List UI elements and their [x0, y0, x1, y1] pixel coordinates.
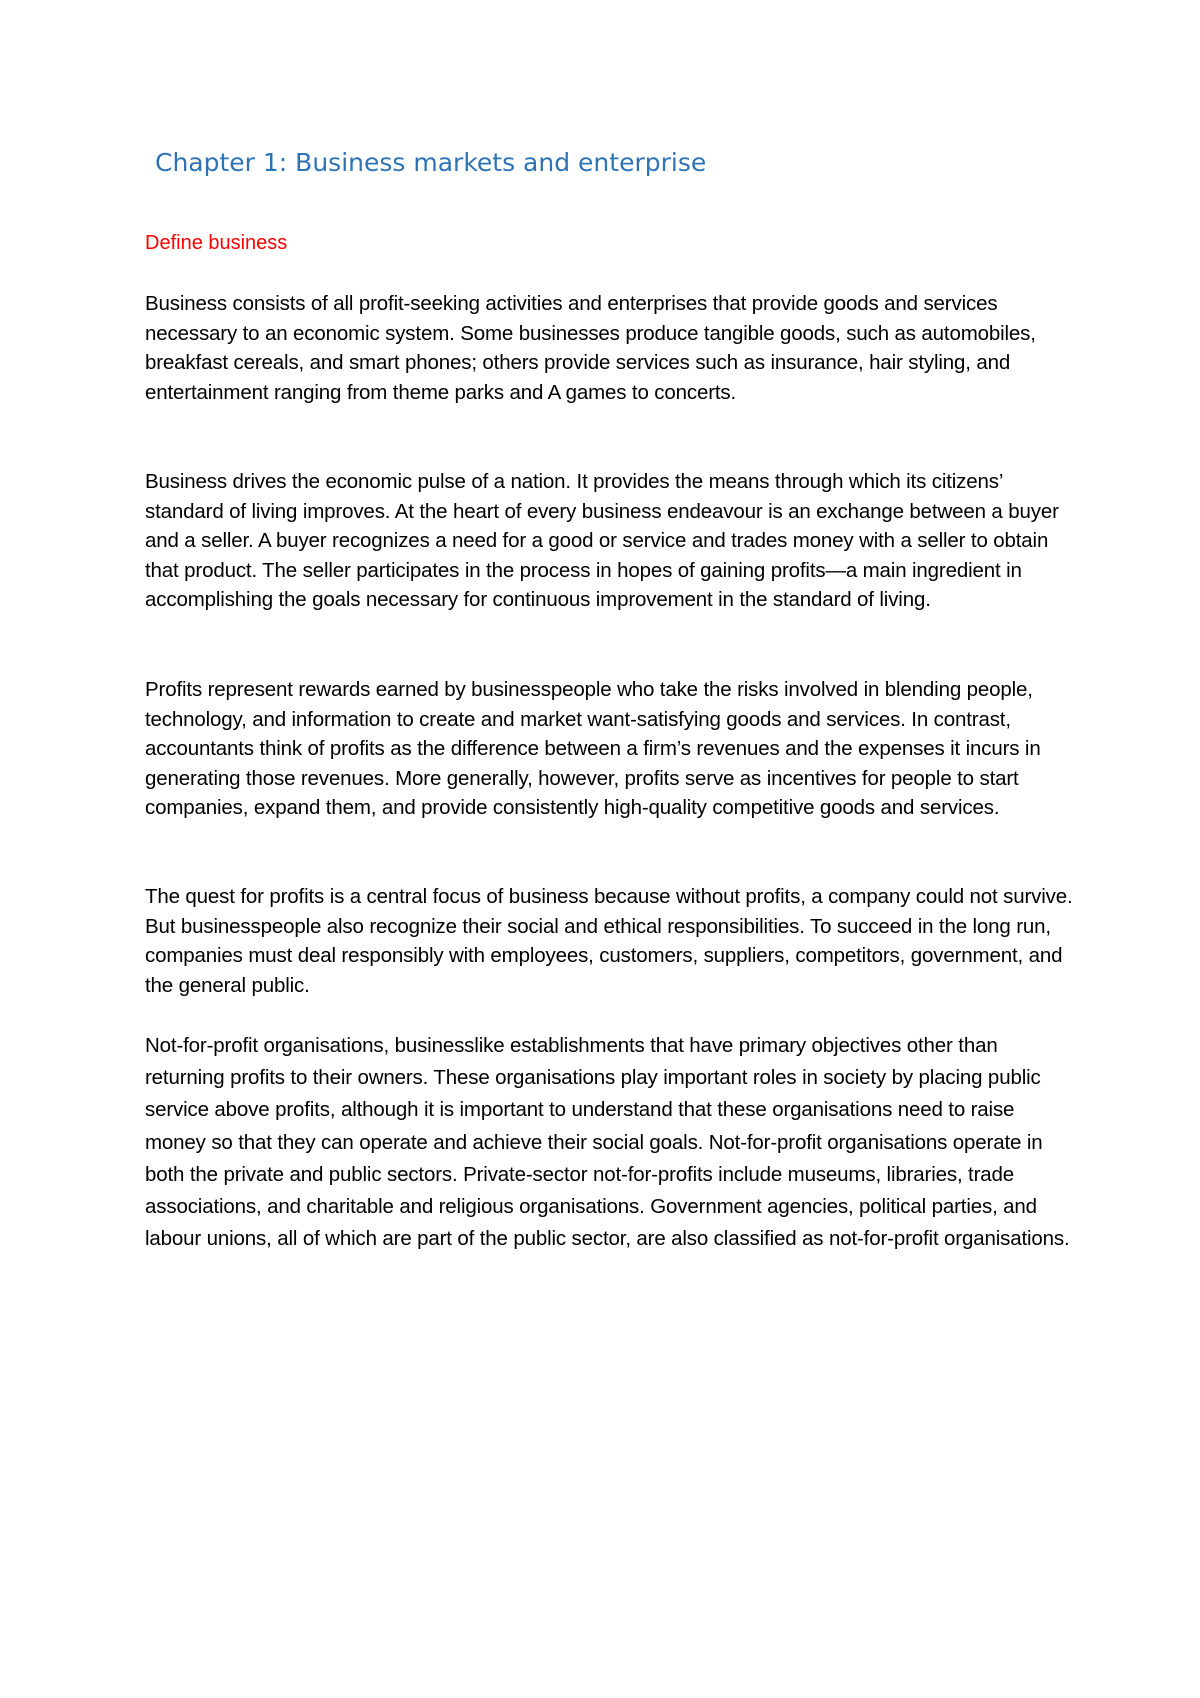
paragraph-economic-pulse: Business drives the economic pulse of a nation. It provides the means through which its citizens’ standard of living improves. At the heart of every business endeavour is an exchange between a buyer and a seller. A buyer recognizes a need for a good or service and trades money with a seller to obtain that product. The seller participates in the process in hopes of gaining profits—a main ingredient in accomplishing the goals necessary for continuous improvement in the standard of living.	[145, 470, 1059, 612]
paragraph-business-definition: Business consists of all profit-seeking activities and enterprises that provide goods and services necessary to an economic system. Some businesses produce tangible goods, such as automobiles, breakfast cereals, and smart phones; others provide services such as insurance, hair styling, and entertainment ranging from theme parks and A games to concerts.	[145, 292, 1036, 404]
chapter-title: Chapter 1: Business markets and enterprise	[155, 148, 707, 177]
paragraph-profits: Profits represent rewards earned by businesspeople who take the risks involved in blending people, technology, and information to create and market want-satisfying goods and services. In contrast, accountants think of profits as the difference between a firm’s revenues and the expenses it incurs in generating those revenues. More generally, however, profits serve as incentives for people to start companies, expand them, and provide consistently high-quality competitive goods and services.	[145, 678, 1041, 820]
paragraph-not-for-profit: Not-for-profit organisations, businesslike establishments that have primary objectives other than returning profits to their owners. These organisations play important roles in society by placing public service above profits, although it is important to understand that these organisations need to raise money so that they can operate and achieve their social goals. Not-for-profit organisations operate in both the private and public sectors. Private-sector not-for-profits include museums, libraries, trade associations, and charitable and religious organisations. Government agencies, political parties, and labour unions, all of which are part of the public sector, are also classified as not-for-profit organisations.	[145, 1034, 1070, 1251]
paragraph-quest-for-profits: The quest for profits is a central focus of business because without profits, a company could not survive. But businesspeople also recognize their social and ethical responsibilities. To succeed in the long run, companies must deal responsibly with employees, customers, suppliers, competitors, government, and the general public.	[145, 885, 1073, 997]
section-heading-define-business: Define business	[145, 232, 288, 254]
